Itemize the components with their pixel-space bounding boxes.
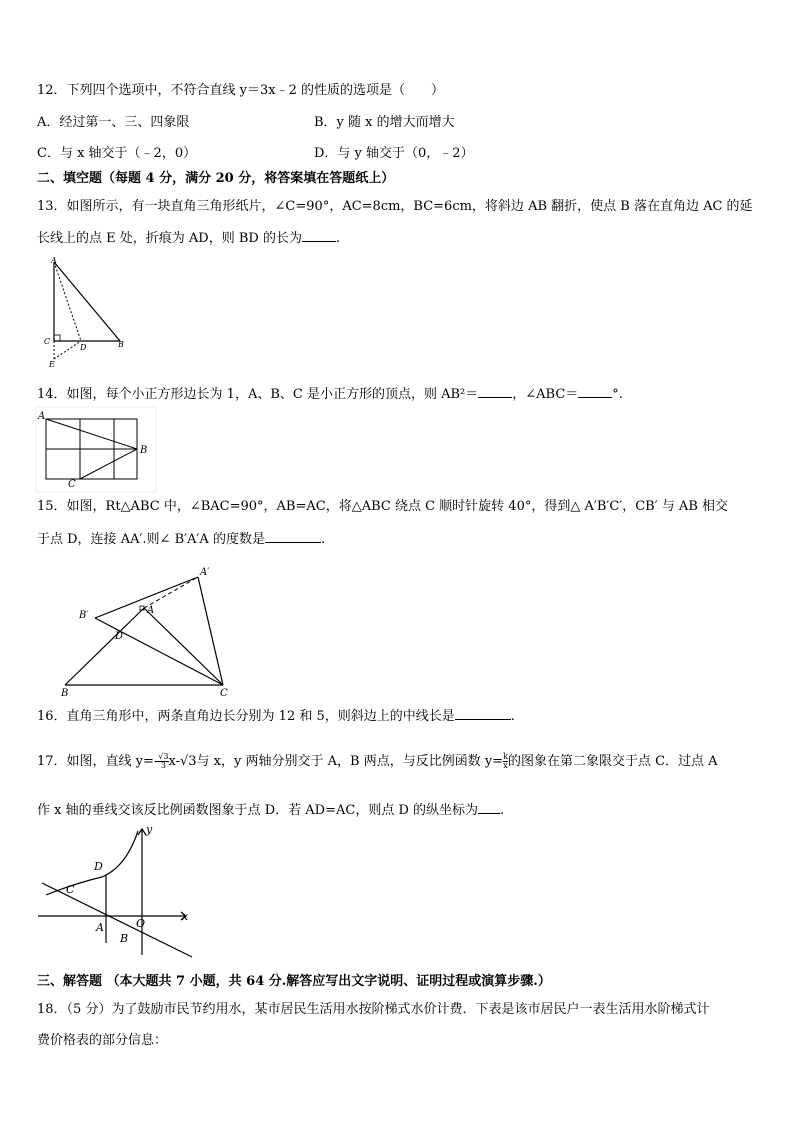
q18-line1: 18．（5 分）为了鼓励市民节约用水，某市居民生活用水按阶梯式水价计费．下表是该市居民户一表生活用水阶梯式计 xyxy=(37,1002,710,1017)
q14-label-c: C xyxy=(68,479,76,490)
q17-frac2-num: k xyxy=(503,752,508,761)
q17-label-d: D xyxy=(94,860,103,873)
q16-answer-blank xyxy=(455,707,511,720)
section-2-heading: 二、填空题（每题 4 分，满分 20 分，将答案填在答题纸上） xyxy=(37,171,395,186)
q18-line2: 费价格表的部分信息： xyxy=(37,1033,168,1048)
q15-figure xyxy=(55,565,245,700)
q14-end: °. xyxy=(612,387,623,402)
q13-answer-blank xyxy=(302,229,336,242)
q15-label-b: B xyxy=(61,688,69,699)
q15-line1: 15．如图，Rt△ABC 中，∠BAC=90°，AB=AC，将△ABC 绕点 C 顺时针旋转 40°，得到△ A′B′C′，CB′ 与 AB 相交 xyxy=(37,499,729,514)
q17-frac2-den: x xyxy=(503,761,508,770)
q15-label-b-prime: B′ xyxy=(79,610,89,621)
q17-part2: x-√3与 x，y 两轴分别交于 A，B 两点，与反比例函数 y= xyxy=(168,754,504,769)
q13-end: . xyxy=(335,231,341,246)
q13-label-e: E xyxy=(49,360,55,369)
q12-option-d: D．与 y 轴交于（0，﹣2） xyxy=(314,146,474,161)
q12-option-c: C．与 x 轴交于（﹣2，0） xyxy=(37,146,197,161)
q16-text xyxy=(37,707,515,726)
q17-answer-blank xyxy=(478,801,500,814)
q14-mid: ，∠ABC＝ xyxy=(512,387,579,402)
q17-part3: 的图象在第二象限交于点 C．过点 A xyxy=(507,754,718,769)
q17-label-c: C xyxy=(66,883,75,896)
q13-line2-text: 长线上的点 E 处，折痕为 AD，则 BD 的长为 xyxy=(37,231,302,246)
q13-line1: 13．如图所示，有一块直角三角形纸片，∠C=90°，AC=8cm，BC=6cm，将斜边 AB 翻折，使点 B 落在直角边 AC 的延 xyxy=(37,199,753,214)
q15-line2-text: 于点 D，连接 AA′.则∠ B′A′A 的度数是 xyxy=(37,532,265,547)
q14-label-a: A xyxy=(38,411,46,422)
q15-answer-blank xyxy=(265,530,321,543)
q12-option-a: A．经过第一、三、四象限 xyxy=(37,115,190,130)
q14-blank-1 xyxy=(478,385,512,398)
q14-text xyxy=(37,385,623,404)
section-3-heading: 三、解答题 （本大题共 7 小题，共 64 分.解答应写出文字说明、证明过程或演算步骤.） xyxy=(37,974,551,989)
q17-label-a: A xyxy=(96,921,104,934)
q15-end: . xyxy=(320,532,326,547)
q14-label-b: B xyxy=(140,445,148,456)
q12-stem: 12．下列四个选项中，不符合直线 y＝3x﹣2 的性质的选项是（ ） xyxy=(37,83,445,98)
q17-frac1-den: 3 xyxy=(160,761,166,770)
q17-frac1-num: √3 xyxy=(158,752,169,761)
q14-blank-2 xyxy=(578,385,612,398)
q17-label-b: B xyxy=(120,932,129,945)
q15-label-a: A xyxy=(147,605,155,616)
q17-part1: 17．如图，直线 y=- xyxy=(37,754,159,769)
q13-figure xyxy=(40,255,140,370)
q17-line2 xyxy=(37,801,504,820)
q13-label-a: A xyxy=(51,256,57,265)
q17-line2-text: 作 x 轴的垂线交该反比例函数图象于点 D．若 AD=AC，则点 D 的纵坐标为 xyxy=(37,803,479,818)
q16-text-body: 16．直角三角形中，两条直角边长分别为 12 和 5，则斜边上的中线长是 xyxy=(37,709,455,724)
q13-label-c: C xyxy=(44,337,51,346)
q13-line2 xyxy=(37,229,340,248)
q14-figure xyxy=(36,407,156,492)
q14-pre: 14．如图，每个小正方形边长为 1，A、B、C 是小正方形的顶点，则 AB²＝ xyxy=(37,387,479,402)
q17-label-y: y xyxy=(146,823,153,836)
q17-label-o: O xyxy=(136,917,146,930)
q15-line2 xyxy=(37,530,325,549)
q15-label-c: C xyxy=(220,688,228,699)
q15-label-d: D xyxy=(115,631,124,642)
q17-line1 xyxy=(37,753,718,771)
q17-label-x: x xyxy=(182,910,189,923)
q17-fraction-sqrt3-over-3 xyxy=(158,753,168,770)
q16-end: . xyxy=(510,709,515,724)
q13-label-d: D xyxy=(80,343,87,352)
q17-end: . xyxy=(500,803,505,818)
q15-label-a-prime: A′ xyxy=(200,567,210,578)
q17-figure xyxy=(36,823,196,963)
q12-option-b: B．y 随 x 的增大而增大 xyxy=(314,115,455,130)
q13-label-b: B xyxy=(118,340,124,349)
